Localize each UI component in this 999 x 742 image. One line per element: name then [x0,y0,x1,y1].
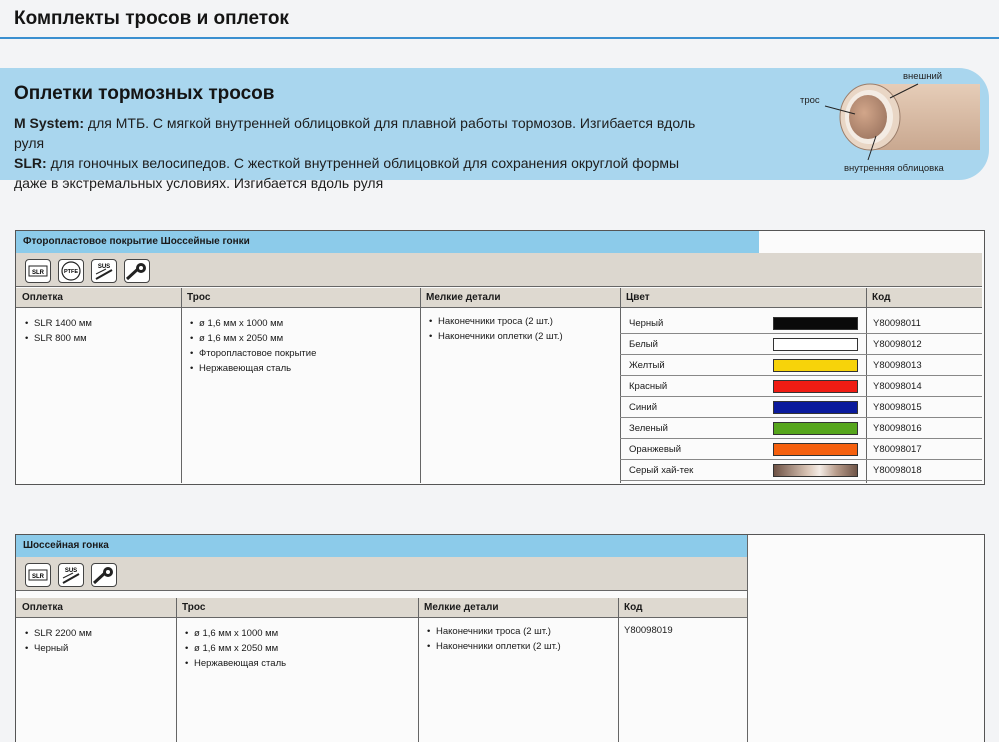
stainless-steel-icon [91,259,117,283]
list-item: • SLR 800 мм [24,331,92,346]
list-item: • SLR 1400 мм [24,316,92,331]
stainless-steel-icon [58,563,84,587]
list-item: • ø 1,6 мм x 1000 мм [189,316,316,331]
color-name: Красный [629,381,668,392]
product-code: Y80098014 [873,381,922,392]
color-name: Зеленый [629,423,668,434]
table-row [620,439,982,460]
col-housing: Оплетка [22,602,63,613]
housing-list [24,316,92,346]
col-color: Цвет [626,292,650,303]
col-parts: Мелкие детали [426,292,501,303]
list-item: • Черный [24,641,92,656]
color-swatch [773,380,858,393]
color-name: Белый [629,339,658,350]
list-item: • Наконечники оплетки (2 шт.) [428,329,563,344]
cable-list [184,626,286,671]
col-cable: Трос [187,292,211,303]
parts-list [428,314,563,344]
product-code: Y80098015 [873,402,922,413]
col-parts: Мелкие детали [424,602,499,613]
column-headers [16,598,747,618]
icon-bar [16,557,747,591]
table-row [620,334,982,355]
color-swatch [773,464,858,477]
table-row [620,460,982,481]
list-item: • ø 1,6 мм x 2050 мм [184,641,286,656]
svg-text:PTFE: PTFE [63,269,79,275]
list-item: • SLR 2200 мм [24,626,92,641]
m-system-text: для МТБ. С мягкой внутренней облицовкой для плавной работы тормозов. Изгибается вдоль руля [14,115,696,151]
color-name: Оранжевый [629,444,682,455]
col-housing: Оплетка [22,292,63,303]
column-headers [16,288,982,308]
parts-list [426,624,561,654]
road-race-table [15,534,985,742]
list-item: • Наконечники троса (2 шт.) [426,624,561,639]
color-name: Желтый [629,360,665,371]
list-item: • Фторопластовое покрытие [189,346,316,361]
title-divider [0,37,999,39]
table-header: Фторопластовое покрытие Шоссейные гонки [16,231,759,253]
hero-description [14,113,714,193]
color-name: Черный [629,318,664,329]
list-item: • Нержавеющая сталь [184,656,286,671]
color-name: Серый хай-тек [629,465,694,476]
ptfe-coating-icon [58,259,84,283]
color-swatch [773,338,858,351]
col-cable: Трос [182,602,206,613]
color-swatch [773,443,858,456]
product-code: Y80098018 [873,465,922,476]
diagram-label-cable: трос [800,95,820,106]
table-row [620,355,982,376]
icon-bar [16,253,982,287]
table-row [620,397,982,418]
list-item: • ø 1,6 мм x 2050 мм [189,331,316,346]
product-code: Y80098011 [873,318,921,329]
slr-label: SLR: [14,155,47,171]
svg-text:SLR: SLR [32,270,44,276]
color-swatch [773,401,858,414]
hero-title: Оплетки тормозных тросов [14,83,275,104]
table-row [620,313,982,334]
product-code: Y80098017 [873,444,922,455]
diagram-label-outer: внешний [903,71,943,82]
svg-text:SUS: SUS [64,568,78,574]
col-code: Код [872,292,891,303]
product-code: Y80098012 [873,339,922,350]
product-code: Y80098013 [873,360,922,371]
color-name: Синий [629,402,658,413]
slr-text: для гоночных велосипедов. С жесткой внутренней облицовкой для сохранения округлой формы даже в экстремальных условиях. Изгибается вдоль руля [14,155,680,191]
svg-text:SLR: SLR [32,574,44,580]
housing-list [24,626,92,656]
list-item: • Наконечники троса (2 шт.) [428,314,563,329]
table-header: Шоссейная гонка [16,535,747,557]
list-item: • Наконечники оплетки (2 шт.) [426,639,561,654]
color-swatch [773,422,858,435]
ptfe-road-table [15,230,985,485]
col-code: Код [624,602,643,613]
hero-panel [0,68,989,191]
m-system-label: M System: [14,115,85,131]
color-swatch [773,317,858,330]
cable-end-icon [124,259,150,283]
color-swatch [773,359,858,372]
cable-end-icon [91,563,117,587]
list-item: • ø 1,6 мм x 1000 мм [184,626,286,641]
table-row [620,376,982,397]
slr-badge-icon [25,259,51,283]
table-row [620,418,982,439]
product-code: Y80098016 [873,423,922,434]
page-title: Комплекты тросов и оплеток [14,8,289,29]
product-code: Y80098019 [624,625,673,636]
diagram-label-inner: внутренняя облицовка [844,163,944,174]
slr-badge-icon [25,563,51,587]
list-item: • Нержавеющая сталь [189,361,316,376]
cable-list [189,316,316,376]
svg-text:SUS: SUS [97,264,111,270]
